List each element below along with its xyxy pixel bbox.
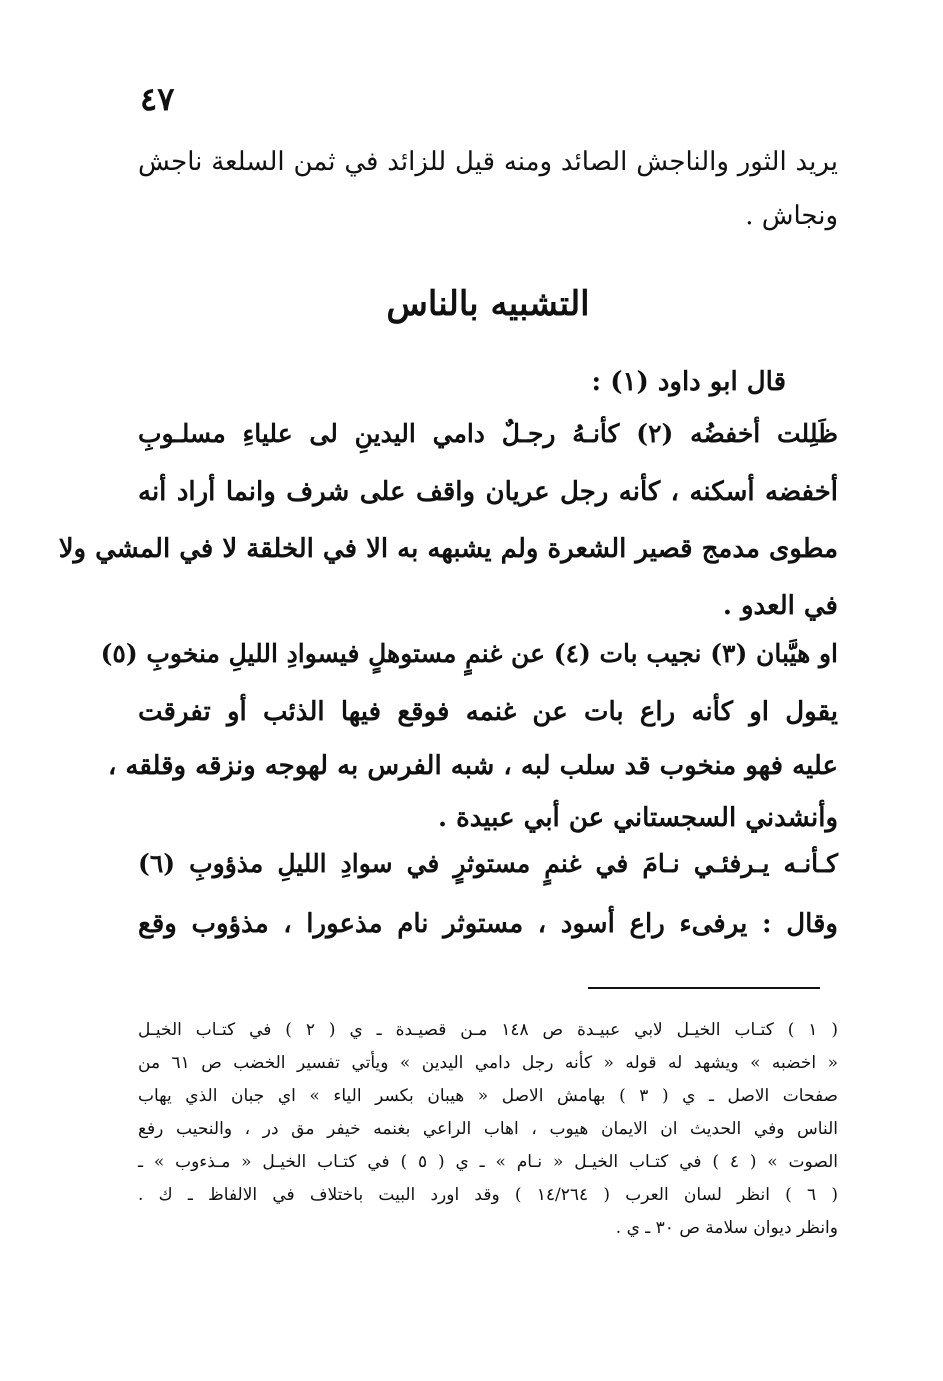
verse-line: او هيَّبان (٣) نجيب بات (٤) عن غنمٍ مستوهلٍ فيسوادِ الليلِ منخوبِ (٥): [100, 639, 838, 668]
footnote-line: ( ١ ) كتـاب الخيـل لابي عبيـدة ص ١٤٨ مـن قصيـدة ـ ي ( ٢ ) في كتـاب الخيـل: [138, 1020, 838, 1040]
body-line: وقال : يرفىء راع أسود ، مستوثر نام مذعورا ، مذؤوب وقع: [138, 909, 838, 939]
section-heading: التشبيه بالناس: [386, 284, 590, 324]
intro-line-2: ونجاش .: [745, 201, 838, 231]
footnote-line: ( ٦ ) انظر لسان العرب ( ١٤/٢٦٤ ) وقد اورد البيت باختلاف في الالفاظ ـ ك .: [138, 1185, 838, 1205]
verse-line: ظَلِلت أخفضُه (٢) كأنـهُ رجـلٌ دامي اليدينِ لى علياءِ مسلـوبِ: [138, 419, 838, 448]
body-line: عليه فهو منخوب قد سلب لبه ، شبه الفرس به لهوجه ونزقه وقلقه ،: [107, 751, 838, 781]
footnote-line: وانظر ديوان سلامة ص ٣٠ ـ ي .: [615, 1218, 838, 1238]
page-number: ٤٧: [140, 80, 175, 118]
footnote-line: « اخضبه » ويشهد له قوله « كأنه رجل دامي اليدين » ويأتي تفسير الخضب ص ٦١ من: [138, 1053, 838, 1073]
footnote-line: الناس وفي الحديث ان الايمان هيوب ، اهاب الراعي بغنمه خيفر مق در ، والنحيب رفع: [138, 1119, 838, 1139]
footnote-line: الصوت » ( ٤ ) في كتـاب الخيـل « نـام » ـ ي ( ٥ ) في كتـاب الخيـل « مـذءوب » ـ: [138, 1152, 838, 1172]
body-line: مطوى مدمج قصير الشعرة ولم يشبهه به الا في الخلقة لا في المشي ولا: [58, 534, 838, 564]
body-line: أخفضه أسكنه ، كأنه رجل عريان واقف على شرف وانما أراد أنه: [138, 477, 838, 507]
verse-line: كـأنـه يـرفئـي نـامَ في غنمٍ مستوثرٍ في سوادِ الليلِ مذؤوبِ (٦): [138, 849, 838, 878]
intro-line-1: يريد الثور والناجش الصائد ومنه قيل للزائد في ثمن السلعة ناجش: [138, 147, 838, 177]
footnote-divider: [588, 987, 820, 989]
body-line: وأنشدني السجستاني عن أبي عبيدة .: [438, 803, 838, 833]
body-line: يقول او كأنه راع بات عن غنمه فوقع فيها الذئب أو تفرقت: [138, 697, 838, 727]
footnote-line: صفحات الاصل ـ ي ( ٣ ) بهامش الاصل « هيبان بكسر الياء » اي جبان الذي يهاب: [138, 1086, 838, 1106]
body-line: في العدو .: [722, 591, 838, 621]
body-line: قال ابو داود (١) :: [591, 367, 786, 397]
